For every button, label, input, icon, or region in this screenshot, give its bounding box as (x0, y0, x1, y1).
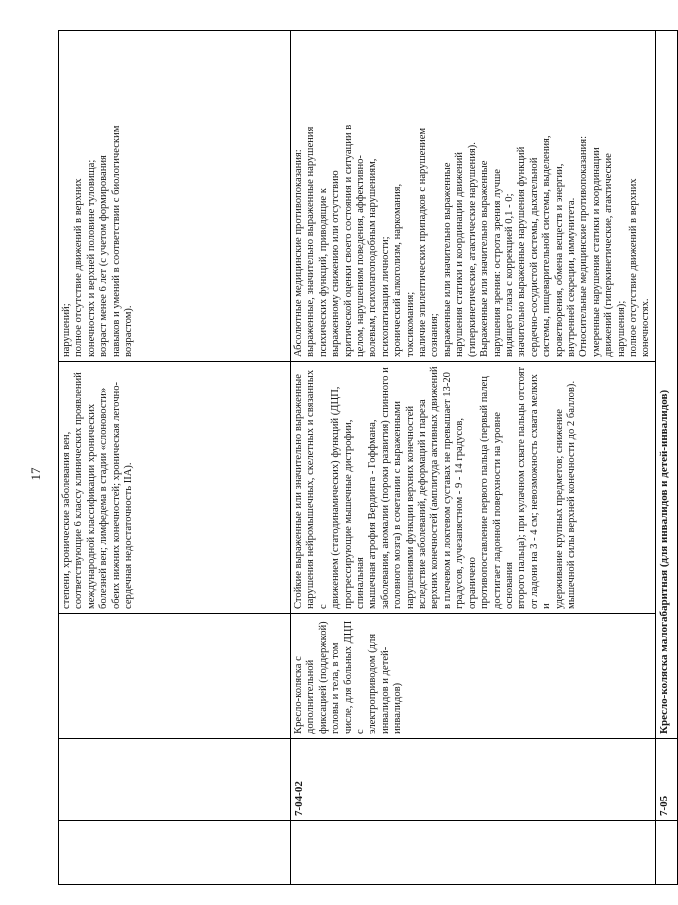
main-row-code-cell: 7-04-02 (291, 739, 656, 821)
text-line: мышечная атрофия Вердинга - Гоффмана, (367, 419, 379, 609)
top-row-name-cell (59, 614, 291, 739)
text-line: системы, пищеварительной системы, выделения, (541, 135, 553, 357)
text-line: Абсолютные медицинские противопоказания: (293, 149, 304, 357)
text-line: возраст менее 6 лет (с учетом формирования (98, 155, 110, 357)
main-row-indications-cell (291, 362, 656, 614)
text-line: Кресло-коляска с (293, 656, 304, 734)
text-line: вследствие заболеваний, деформаций и пареза (417, 399, 429, 609)
main-row-number-cell (291, 821, 656, 885)
rotated-table-container (58, 30, 670, 885)
medical-products-table (58, 30, 678, 885)
text-line: Стойкие выраженные или значительно выраженные (293, 374, 304, 609)
section-row-code-cell: 7-05 (655, 739, 677, 821)
text-line: движений (гиперкинетические, атактические (603, 153, 615, 357)
text-line: обеих нижних конечностей; хроническая легочно- (110, 381, 122, 609)
section-row-number-cell (655, 821, 677, 885)
top-row-contraindications-cell (59, 31, 291, 362)
text-line: хронический алкоголизм, наркомания, (392, 183, 404, 357)
text-line: полное отсутствие движений в верхних (73, 178, 85, 357)
text-line: сердечно-сосудистой системы, дыхательной (528, 157, 540, 357)
text-line: токсикомания; (404, 291, 416, 357)
text-line: Относительные медицинские противопоказания: (578, 135, 590, 357)
text-line: наличие эпилептических припадков с нарушением (417, 127, 429, 357)
top-row-indications-cell (59, 362, 291, 614)
text-line: в плечевом и локтевом суставах не превышает 13-20 (441, 372, 453, 609)
text-line: заболевания, аномалии (пороки развития) спинного и (379, 367, 391, 609)
text-line: навыков и умений в соответствии с биологическим (110, 125, 122, 357)
text-line: противопоставление первого пальца (первый палец (479, 376, 491, 609)
text-line: сознания; (429, 313, 441, 357)
section-row-title-cell: Кресло-коляска малогабаритная (для инвалидов и детей-инвалидов) (655, 31, 677, 739)
text-line: волевым, психопатоподобным нарушениям, (367, 158, 379, 357)
text-line: нарушения); (615, 300, 627, 357)
text-line: выраженному снижению или отсутствию (330, 170, 342, 357)
text-line: конечностях. (640, 298, 652, 357)
text-line: дополнительной (305, 659, 317, 734)
table-row-main (291, 31, 656, 885)
text-line: соответствующие 6 классу клинических проявлений (73, 372, 85, 609)
text-line: психопатизации личности; (379, 236, 391, 357)
main-row-contraindications-cell (291, 31, 656, 362)
text-line: головного мозга) в сочетании с выраженными (392, 401, 404, 609)
text-line: выраженные или значительно выраженные (441, 162, 453, 357)
text-line: градусов, лучезапястном - 9 - 14 градусов, ограничено (454, 417, 478, 609)
text-line: фиксацией (поддержкой) (317, 621, 329, 734)
text-line: удерживание крупных предметов; снижение (553, 409, 565, 609)
text-line: психических функций, приводящие к (317, 188, 329, 357)
text-line: видящего глаза с коррекцией 0,1 - 0; (503, 193, 515, 357)
text-line: Выраженные или значительно выраженные (479, 160, 491, 357)
text-line: выраженные, значительно выраженные нарушения (305, 126, 317, 357)
table-row-section (655, 31, 677, 885)
top-row-code-cell (59, 739, 291, 821)
text-line: головы и тела, в том (330, 642, 342, 734)
text-line: прогрессирующие мышечные дистрофии, спинальная (342, 419, 367, 609)
text-line: инвалидов) (392, 682, 404, 734)
text-line: второго пальца); при кулачном схвате пальцы отстоят (516, 366, 528, 609)
text-line: нарушения статики и координации движений (454, 152, 466, 357)
table-row-continuation (59, 31, 291, 885)
text-line: верхних конечностей (амплитуда активных движений (429, 366, 441, 609)
text-line: кроветворения, обмена веществ и энергии, (553, 163, 565, 357)
text-line: нарушений; (61, 303, 72, 357)
text-line: достигает ладонной поверхности на уровне основания (491, 412, 515, 609)
text-line: нарушениями функции верхних конечностей (404, 405, 416, 609)
text-line: нарушения зрения: острота зрения лучше (491, 169, 503, 357)
text-line: инвалидов и детей- (379, 646, 391, 734)
text-line: мышечной силы верхней конечности до 2 баллов). (565, 380, 577, 609)
text-line: возрастом). (123, 305, 135, 357)
text-line: движением (статодинамических) функций (ДЦП, (330, 386, 342, 609)
text-line: умеренные нарушения статики и координации (590, 147, 602, 357)
text-line: болезней вен; лимфедема в стадии «слоновости» (98, 387, 110, 609)
text-line: (гиперкинетические, атактические нарушения). (466, 142, 478, 357)
text-line: электроприводом (для (367, 633, 379, 734)
text-line: полное отсутствие движений в верхних (627, 178, 639, 357)
top-row-number-cell (59, 821, 291, 885)
page-number: 17 (28, 467, 43, 481)
text-line: международной классификации хронических (85, 403, 97, 609)
text-line: критической оценки своего состояния и ситуации в (342, 124, 354, 357)
text-line: конечностях и верхней половине туловища; (85, 159, 97, 357)
text-line: степени, хронические заболевания вен, (61, 431, 72, 609)
main-row-name-cell (291, 614, 656, 739)
text-line: значительно выраженные нарушения функций (516, 146, 528, 357)
text-line: внутренней секреции, иммунитета. (565, 197, 577, 357)
text-line: числе, для больных ДЦП с (342, 620, 367, 734)
text-line: сердечная недостаточность IIА). (123, 462, 135, 609)
text-line: целом, нарушениям поведения, аффективно- (355, 155, 367, 357)
text-line: нарушения нейромышечных, скелетных и связанных с (305, 369, 329, 609)
text-line: от ладони на 3 - 4 см; невозможность схвата мелких и (528, 374, 553, 609)
